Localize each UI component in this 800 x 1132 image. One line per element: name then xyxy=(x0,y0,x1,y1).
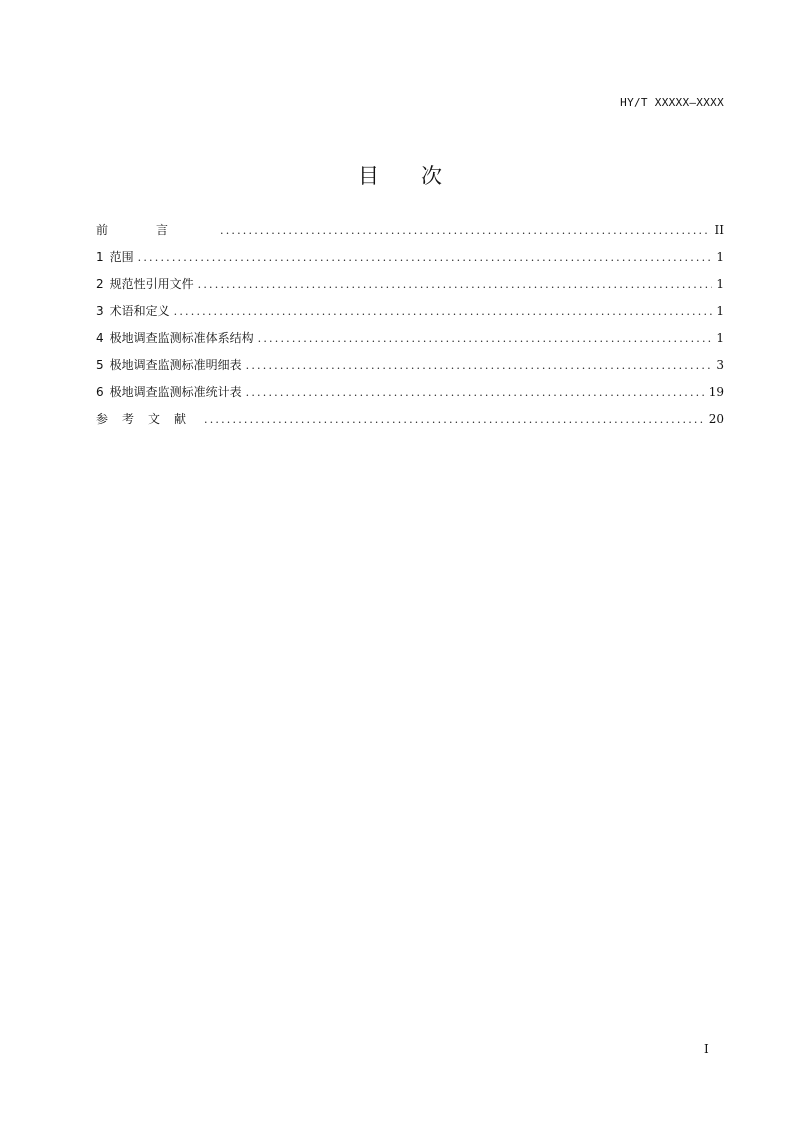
page-number: I xyxy=(704,1042,709,1056)
toc-entry-scope[interactable] xyxy=(96,247,724,274)
toc-entry-statistics-table[interactable] xyxy=(96,382,724,409)
toc-leader-dots xyxy=(220,221,711,241)
toc-leader-dots xyxy=(198,275,713,295)
toc-entry-number: 5 xyxy=(96,358,104,372)
toc-entry-label: 规范性引用文件 xyxy=(109,277,194,291)
toc-entry-number: 2 xyxy=(96,277,104,291)
toc-entry-label: 极地调查监测标准体系结构 xyxy=(109,331,254,345)
toc-entry-label: 参考文献 xyxy=(96,412,201,426)
toc-entry-number: 1 xyxy=(96,250,104,264)
toc-entry-page: 1 xyxy=(716,304,724,318)
toc-entry-number: 6 xyxy=(96,385,104,399)
toc-entry-page: 1 xyxy=(716,250,724,264)
toc-entry-page: 3 xyxy=(716,358,724,372)
toc-entry-page: 20 xyxy=(708,412,724,426)
toc-title-char: 目 xyxy=(358,164,379,188)
toc-entry-page: II xyxy=(714,223,724,237)
toc-entry-standards-list[interactable] xyxy=(96,355,724,382)
document-code: HY/T XXXXX—XXXX xyxy=(620,96,724,109)
toc-entry-terms-definitions[interactable] xyxy=(96,301,724,328)
toc-entry-foreword[interactable] xyxy=(96,220,724,247)
toc-entry-bibliography[interactable] xyxy=(96,409,724,436)
toc-entry-page: 1 xyxy=(716,331,724,345)
toc-title xyxy=(0,160,800,190)
toc-entry-label: 极地调查监测标准统计表 xyxy=(109,385,242,399)
toc-leader-dots xyxy=(246,383,705,403)
toc-entry-label: 前言 xyxy=(96,223,217,237)
toc-entry-number: 3 xyxy=(96,304,104,318)
toc-entry-number: 4 xyxy=(96,331,104,345)
toc-entry-normative-references[interactable] xyxy=(96,274,724,301)
table-of-contents xyxy=(96,220,724,436)
toc-entry-page: 19 xyxy=(708,385,724,399)
toc-leader-dots xyxy=(174,302,713,322)
toc-entry-system-structure[interactable] xyxy=(96,328,724,355)
toc-entry-label: 极地调查监测标准明细表 xyxy=(109,358,242,372)
toc-leader-dots xyxy=(204,410,705,430)
toc-entry-page: 1 xyxy=(716,277,724,291)
toc-leader-dots xyxy=(258,329,713,349)
toc-title-char: 次 xyxy=(421,164,442,188)
toc-entry-label: 范围 xyxy=(109,250,134,264)
toc-leader-dots xyxy=(246,356,713,376)
toc-entry-label: 术语和定义 xyxy=(109,304,170,318)
toc-leader-dots xyxy=(138,248,713,268)
